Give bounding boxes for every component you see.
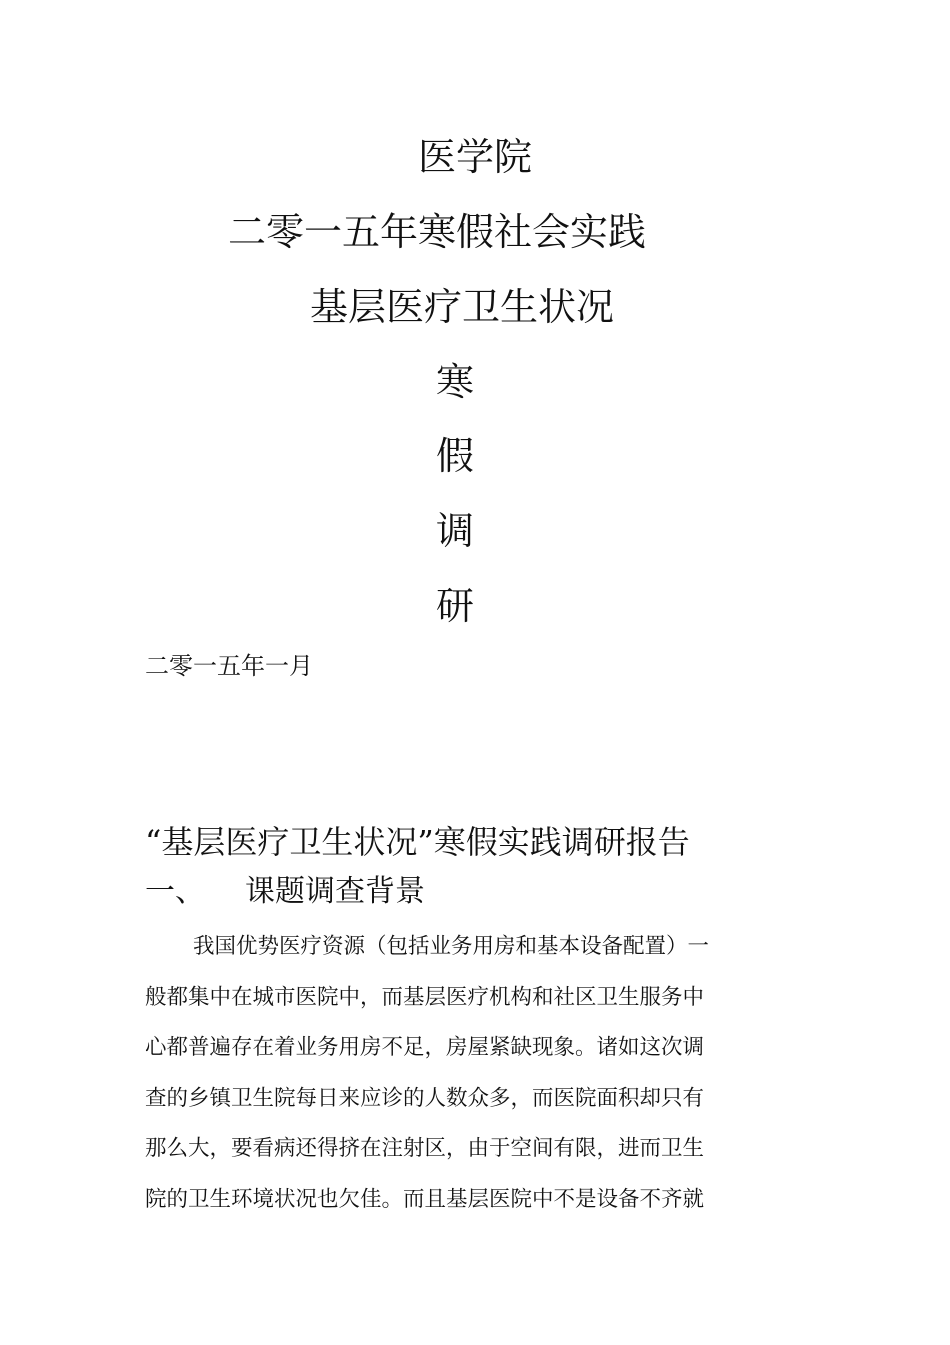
section-heading (145, 872, 425, 912)
paragraph-line: 院的卫生环境状况也欠佳。而且基层医院中不是设备不齐就 (145, 1186, 705, 1212)
cover-school-name: 医学院 (417, 135, 532, 179)
section-number: 一、 (145, 874, 205, 909)
report-title: “基层医疗卫生状况”寒假实践调研报告 (145, 823, 690, 861)
background-paragraph (145, 922, 745, 1225)
paragraph-line: 般都集中在城市医院中，而基层医疗机构和社区卫生服务中 (145, 984, 705, 1010)
paragraph-line: 我国优势医疗资源（包括业务用房和基本设备配置）一 (193, 934, 710, 959)
cover-vertical-char-2: 假 (436, 434, 475, 478)
cover-activity-title: 二零一五年寒假社会实践 (228, 210, 647, 254)
paragraph-line: 那么大，要看病还得挤在注射区，由于空间有限，进而卫生 (145, 1136, 705, 1161)
cover-vertical-char-4: 研 (436, 584, 475, 628)
cover-vertical-char-1: 寒 (436, 360, 475, 404)
paragraph-line: 查的乡镇卫生院每日来应诊的人数众多，而医院面积却只有 (145, 1085, 705, 1111)
paragraph-line: 心都普遍存在着业务用房不足，房屋紧缺现象。诸如这次调 (145, 1035, 705, 1060)
cover-date: 二零一五年一月 (145, 652, 313, 680)
section-title: 课题调查背景 (245, 874, 425, 909)
cover-topic-title: 基层医疗卫生状况 (310, 285, 615, 329)
cover-vertical-char-3: 调 (436, 509, 475, 553)
